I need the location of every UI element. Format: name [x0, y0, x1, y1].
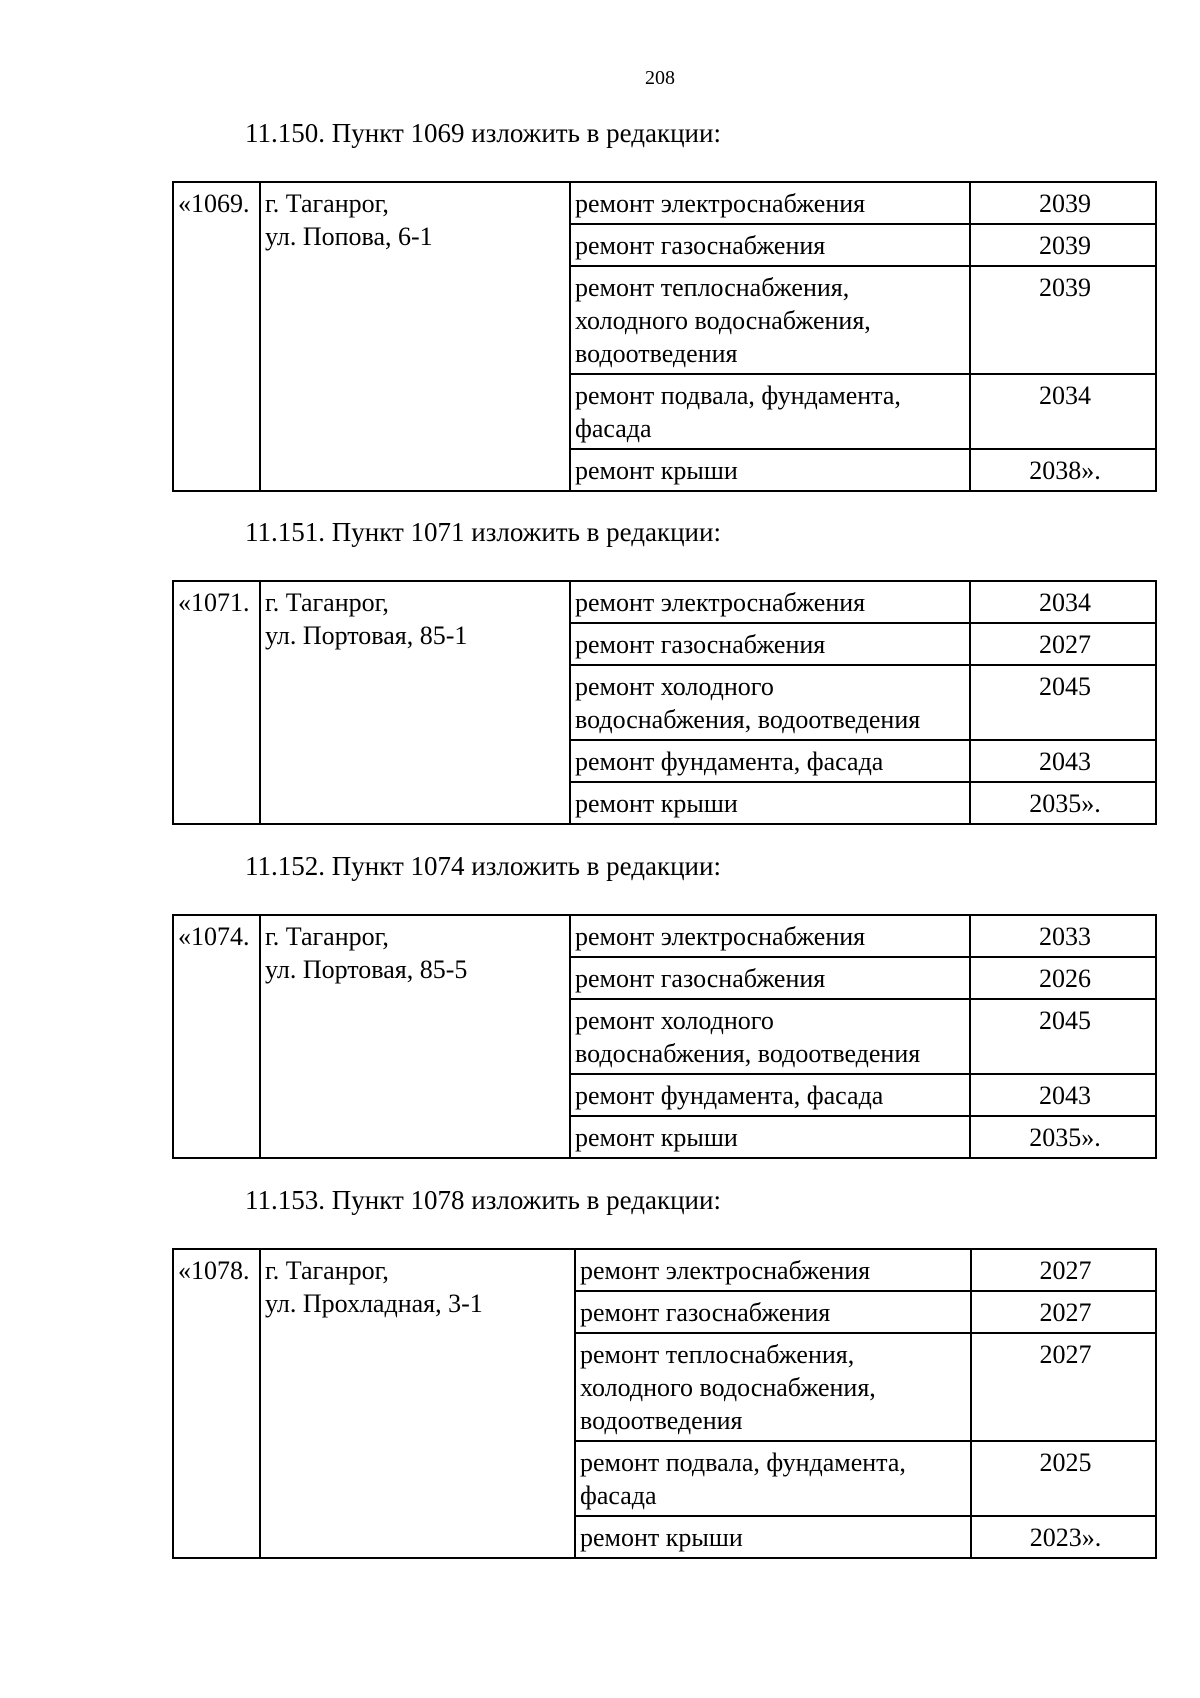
- address-city: г. Таганрог,: [265, 588, 389, 617]
- address-city: г. Таганрог,: [265, 922, 389, 951]
- section-heading: 11.150. Пункт 1069 изложить в редакции:: [245, 118, 721, 148]
- address-city: г. Таганрог,: [265, 1256, 389, 1285]
- work-year: 2035».: [970, 1116, 1156, 1158]
- amendment-table: [172, 580, 1157, 825]
- amendment-table: [172, 1248, 1157, 1559]
- work-type: ремонт электроснабжения: [570, 915, 970, 957]
- work-year: 2043: [970, 740, 1156, 782]
- work-year: 2026: [970, 957, 1156, 999]
- work-type: ремонт крыши: [570, 449, 970, 491]
- address-street: ул. Попова, 6-1: [265, 222, 433, 251]
- section-heading: 11.151. Пункт 1071 изложить в редакции:: [245, 517, 721, 547]
- address-cell: [260, 182, 570, 491]
- work-year: 2038».: [970, 449, 1156, 491]
- work-type: ремонт теплоснабжения, холодного водоснабжения, водоотведения: [575, 1333, 971, 1441]
- work-year: 2043: [970, 1074, 1156, 1116]
- work-type: ремонт фундамента, фасада: [570, 740, 970, 782]
- work-year: 2034: [970, 374, 1156, 449]
- page-number: 208: [645, 67, 675, 89]
- address-street: ул. Портовая, 85-1: [265, 621, 468, 650]
- amendment-table: [172, 914, 1157, 1159]
- table-row: [173, 581, 1156, 623]
- work-type: ремонт газоснабжения: [570, 224, 970, 266]
- address-street: ул. Портовая, 85-5: [265, 955, 468, 984]
- work-year: 2033: [970, 915, 1156, 957]
- address-cell: [260, 1249, 575, 1558]
- work-year: 2027: [970, 623, 1156, 665]
- work-type: ремонт фундамента, фасада: [570, 1074, 970, 1116]
- work-year: 2045: [970, 999, 1156, 1074]
- work-year: 2034: [970, 581, 1156, 623]
- work-year: 2045: [970, 665, 1156, 740]
- item-number: «1078.: [173, 1249, 260, 1558]
- work-year: 2027: [971, 1249, 1156, 1291]
- work-year: 2039: [970, 224, 1156, 266]
- work-year: 2023».: [971, 1516, 1156, 1558]
- work-type: ремонт подвала, фундамента, фасада: [570, 374, 970, 449]
- work-year: 2035».: [970, 782, 1156, 824]
- address-street: ул. Прохладная, 3-1: [265, 1289, 483, 1318]
- work-type: ремонт электроснабжения: [575, 1249, 971, 1291]
- work-year: 2039: [970, 182, 1156, 224]
- work-year: 2027: [971, 1291, 1156, 1333]
- work-type: ремонт газоснабжения: [570, 623, 970, 665]
- item-number: «1074.: [173, 915, 260, 1158]
- item-number: «1071.: [173, 581, 260, 824]
- work-type: ремонт электроснабжения: [570, 581, 970, 623]
- work-type: ремонт подвала, фундамента, фасада: [575, 1441, 971, 1516]
- item-number: «1069.: [173, 182, 260, 491]
- work-type: ремонт холодного водоснабжения, водоотведения: [570, 665, 970, 740]
- work-type: ремонт электроснабжения: [570, 182, 970, 224]
- address-cell: [260, 915, 570, 1158]
- address-city: г. Таганрог,: [265, 189, 389, 218]
- work-type: ремонт газоснабжения: [570, 957, 970, 999]
- work-type: ремонт газоснабжения: [575, 1291, 971, 1333]
- section-heading: 11.152. Пункт 1074 изложить в редакции:: [245, 851, 721, 881]
- work-year: 2039: [970, 266, 1156, 374]
- address-cell: [260, 581, 570, 824]
- work-type: ремонт крыши: [570, 1116, 970, 1158]
- work-type: ремонт теплоснабжения, холодного водоснабжения, водоотведения: [570, 266, 970, 374]
- section-heading: 11.153. Пункт 1078 изложить в редакции:: [245, 1185, 721, 1215]
- work-type: ремонт холодного водоснабжения, водоотведения: [570, 999, 970, 1074]
- work-year: 2025: [971, 1441, 1156, 1516]
- table-row: [173, 1249, 1156, 1291]
- work-year: 2027: [971, 1333, 1156, 1441]
- work-type: ремонт крыши: [570, 782, 970, 824]
- table-row: [173, 915, 1156, 957]
- table-row: [173, 182, 1156, 224]
- amendment-table: [172, 181, 1157, 492]
- work-type: ремонт крыши: [575, 1516, 971, 1558]
